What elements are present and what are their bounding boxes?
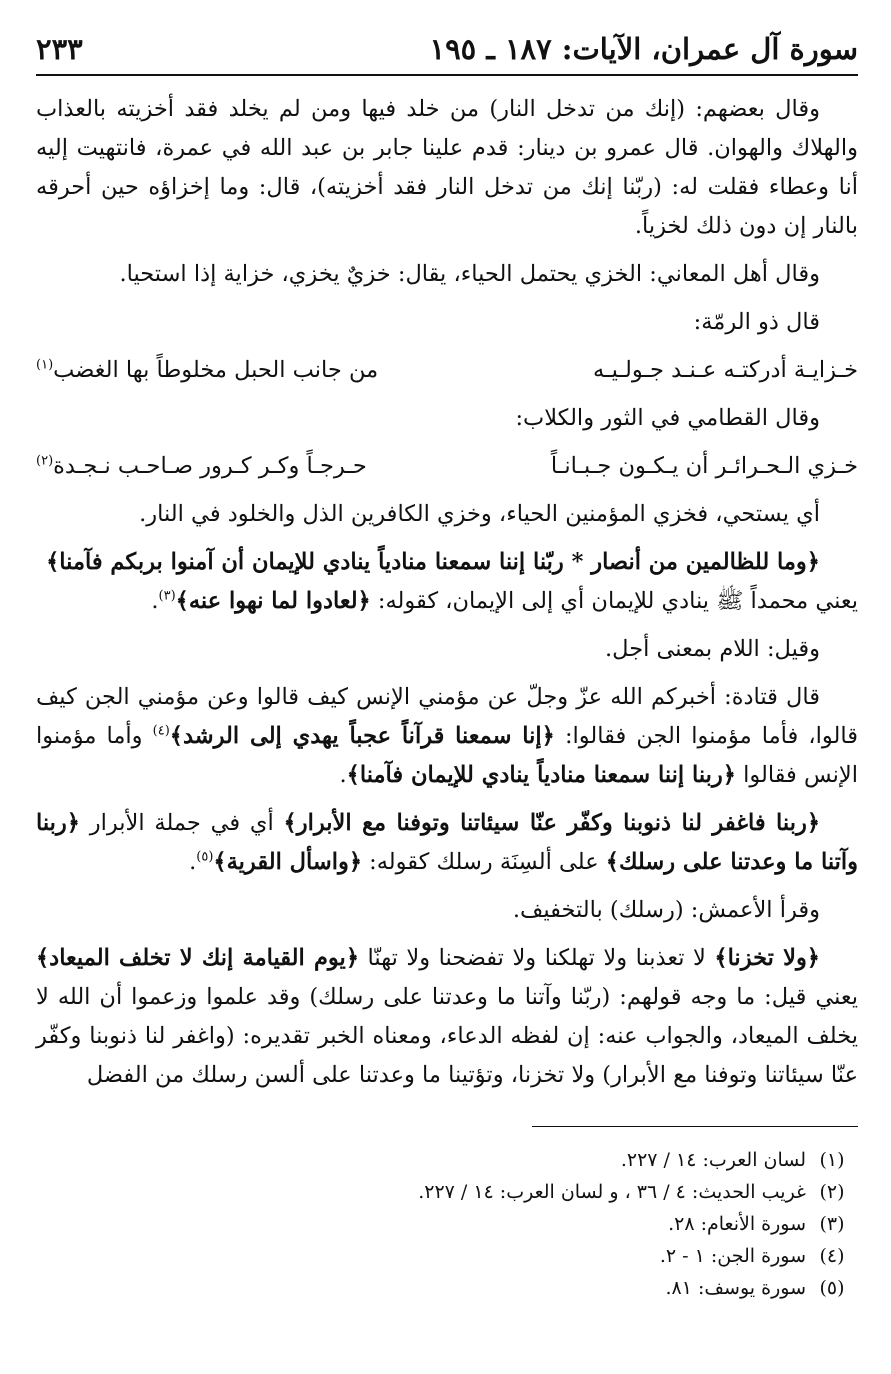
paragraph-10: وقرأ الأعمش: (رسلك) بالتخفيف. bbox=[512, 897, 820, 923]
verse-2-second-hemistich bbox=[36, 447, 367, 486]
running-title: سورة آل عمران، الآيات: ١٨٧ ـ ١٩٥ bbox=[429, 32, 858, 66]
footnote-number: (٣) bbox=[819, 1213, 845, 1235]
footnote-number: (٢) bbox=[819, 1181, 845, 1203]
verse-2-first-hemistich: خـزي الـحـرائـر أن يـكـون جـبـانـاً bbox=[550, 453, 858, 479]
footnote-3 bbox=[36, 1208, 858, 1240]
paragraph-6 bbox=[36, 543, 858, 621]
footnote-1 bbox=[36, 1144, 858, 1176]
footnote-number: (٤) bbox=[819, 1245, 845, 1267]
verse-1-first-hemistich: خـزايـة أدركتـه عـنـد جـولـيـه bbox=[592, 357, 858, 383]
quran-verse-9b: ﴿ربنا وآتنا ما وعدتنا على رسلك﴾ bbox=[36, 810, 858, 875]
footnote-ref-1: (١) bbox=[36, 357, 54, 373]
footnote-text: سورة الجن: ١ - ٢. bbox=[659, 1245, 806, 1267]
quran-verse-6b: ﴿لعادوا لما نهوا عنه﴾ bbox=[175, 588, 371, 614]
header-rule bbox=[36, 74, 858, 76]
p8-text-2: وأما مؤمنوا الإنس فقالوا bbox=[36, 723, 858, 788]
verse-2-second-text: حـرجـاً وكـر كـرور صـاحـب نـجـدة bbox=[53, 453, 367, 479]
quran-verse-8b: ﴿ربنا إننا سمعنا منادياً ينادي للإيمان فآمنا﴾ bbox=[346, 762, 736, 788]
p11-text-1: لا تعذبنا ولا تهلكنا ولا تفضحنا ولا تهنّا bbox=[359, 945, 715, 971]
paragraph-8 bbox=[36, 678, 858, 795]
quran-verse-9a: ﴿ربنا فاغفر لنا ذنوبنا وكفّر عنّا سيئاتنا وتوفنا مع الأبرار﴾ bbox=[283, 810, 821, 836]
p9-text-1: أي في جملة الأبرار bbox=[79, 810, 284, 836]
quran-verse-11a: ﴿ولا تخزنا﴾ bbox=[714, 945, 820, 971]
footnote-text: غريب الحديث: ٤ / ٣٦ ، و لسان العرب: ١٤ / ٢٢٧. bbox=[418, 1181, 806, 1203]
p8-text-1: قال قتادة: أخبركم الله عزّ وجلّ عن مؤمني الإنس كيف قالوا وعن مؤمني الجن كيف قالوا، فأما مؤمنوا الجن فقالوا: bbox=[36, 684, 858, 749]
paragraph-11 bbox=[36, 939, 858, 1095]
paragraph-4: وقال القطامي في الثور والكلاب: bbox=[515, 405, 820, 431]
verse-1-second-hemistich bbox=[36, 351, 378, 390]
footnote-ref-4: (٤) bbox=[152, 723, 170, 739]
p8-end: . bbox=[339, 762, 347, 788]
poem-verse-1 bbox=[36, 351, 858, 390]
footnote-ref-3: (٣) bbox=[158, 588, 176, 604]
paragraph-1: وقال بعضهم: (إنك من تدخل النار) من خلد فيها ومن لم يخلد فقد أخزيته بالعذاب والهلاك والهوان. قال عمرو بن دينار: قدم علينا جابر بن عبد الله في عمرة، فانتهيت إليه أنا وعطاء فقلت له: (ربّنا إنك من تدخل النار فقد أخزيته)، قال: وما إخزاؤه حين أحرقه بالنار إن دون ذلك لخزياً. bbox=[36, 96, 858, 239]
paragraph-7: وقيل: اللام بمعنى أجل. bbox=[605, 636, 820, 662]
quran-verse-11b: ﴿يوم القيامة إنك لا تخلف الميعاد﴾ bbox=[36, 945, 360, 971]
footnote-text: سورة يوسف: ٨١. bbox=[665, 1277, 806, 1299]
footnote-5 bbox=[36, 1272, 858, 1304]
quran-verse-8a: ﴿إنا سمعنا قرآناً عجباً يهدي إلى الرشد﴾ bbox=[169, 723, 555, 749]
p6-end: . bbox=[151, 588, 159, 614]
footnote-4 bbox=[36, 1240, 858, 1272]
paragraph-9 bbox=[36, 804, 858, 882]
footnote-separator bbox=[532, 1126, 858, 1127]
p9-end: . bbox=[189, 849, 197, 875]
footnote-ref-5: (٥) bbox=[196, 849, 214, 865]
footnote-number: (٥) bbox=[819, 1277, 845, 1299]
page-number: ٢٣٣ bbox=[36, 32, 83, 66]
poem-verse-2 bbox=[36, 447, 858, 486]
p6-text: يعني محمداً ﷺ ينادي للإيمان أي إلى الإيمان، كقوله: bbox=[370, 588, 858, 614]
footnotes bbox=[36, 1144, 858, 1304]
quran-verse-6a: ﴿وما للظالمين من أنصار * ربّنا إننا سمعنا منادياً ينادي للإيمان أن آمنوا بربكم فآمنا﴾ bbox=[46, 549, 820, 575]
footnote-ref-2: (٢) bbox=[36, 453, 54, 469]
paragraph-2: وقال أهل المعاني: الخزي يحتمل الحياء، يقال: خزيٌ يخزي، خزاية إذا استحيا. bbox=[119, 261, 820, 287]
p11-text-2: يعني قيل: ما وجه قولهم: (ربّنا وآتنا ما وعدتنا على رسلك) وقد علموا وزعموا أن الله لا يخلف الميعاد، والجواب عنه: إن لفظه الدعاء، ومعناه الخبر تقديره: (واغفر لنا ذنوبنا وكفّر عنّا سيئاتنا وتوفنا مع الأبرار) ولا تخزنا، وتؤتينا ما وعدتنا على ألسن رسلك من الفضل bbox=[36, 984, 858, 1088]
paragraph-3: قال ذو الرمّة: bbox=[693, 309, 820, 335]
footnote-number: (١) bbox=[819, 1149, 845, 1171]
paragraph-5: أي يستحي، فخزي المؤمنين الحياء، وخزي الكافرين الذل والخلود في النار. bbox=[139, 501, 820, 527]
main-text bbox=[36, 90, 858, 1104]
footnote-text: سورة الأنعام: ٢٨. bbox=[668, 1213, 806, 1235]
footnote-2 bbox=[36, 1176, 858, 1208]
p9-text-2: على ألسِنَة رسلك كقوله: bbox=[362, 849, 606, 875]
footnote-text: لسان العرب: ١٤ / ٢٢٧. bbox=[620, 1149, 806, 1171]
verse-1-second-text: من جانب الحبل مخلوطاً بها الغضب bbox=[53, 357, 379, 383]
page-header bbox=[36, 30, 858, 76]
quran-verse-9c: ﴿واسأل القرية﴾ bbox=[213, 849, 363, 875]
